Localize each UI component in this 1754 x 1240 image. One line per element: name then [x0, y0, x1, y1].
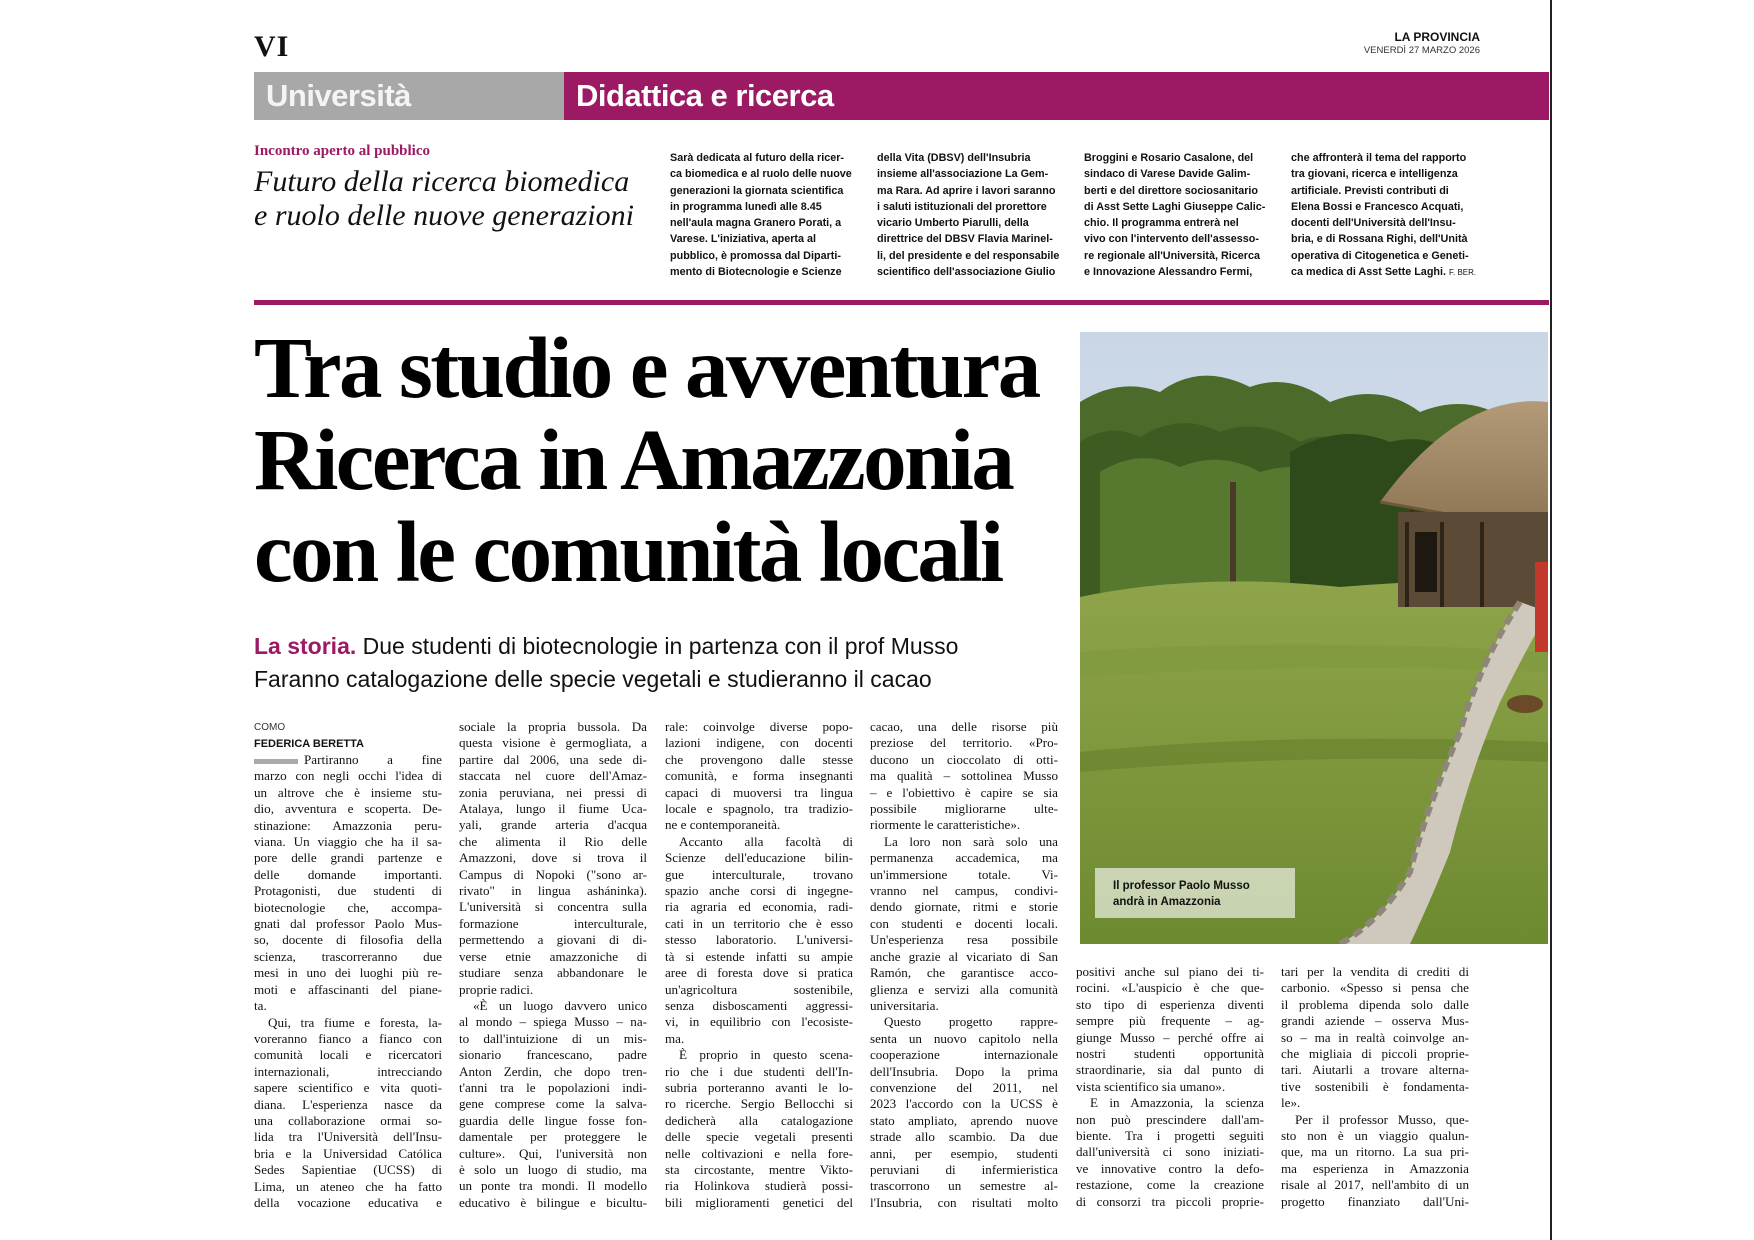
caption-line: Il professor Paolo Musso: [1113, 880, 1250, 892]
body-line: sionario francescano, padre: [459, 1047, 647, 1063]
body-line: Campus di Nopoki ("sono ar-: [459, 866, 647, 882]
body-line: carbonio. «Spesso si pensa che: [1281, 980, 1469, 996]
body-line: ne e contemporaneità.: [665, 817, 781, 833]
body-line: un altrove che è insieme stu-: [254, 784, 442, 800]
body-line: rivato" in lingua asháninka).: [459, 883, 647, 899]
body-line: bili miglioramenti genetici del: [665, 1194, 853, 1210]
body-line: staccata nel cuore dell'Amaz-: [459, 768, 647, 784]
brief-line: Varese. L'iniziativa, aperta al: [670, 233, 817, 246]
brief-line: ca biomedica e al ruolo delle nuove: [670, 168, 852, 181]
body-line: damentale per proteggere le: [459, 1129, 647, 1145]
article-headline: [254, 319, 1084, 600]
body-line: ria Holinkova studierà possi-: [665, 1178, 853, 1194]
article-subhead: [254, 630, 1084, 696]
brief-line: in programma lunedì alle 8.45: [670, 200, 822, 213]
body-line: comunità locali e ricercatori: [254, 1047, 442, 1063]
body-line: strade allo scambio. Da due: [870, 1129, 1058, 1145]
body-line: Lima, un ateneo che ha fatto: [254, 1178, 442, 1194]
masthead: [1300, 30, 1480, 56]
body-line: rocini. «L'auspicio è che que-: [1076, 980, 1264, 996]
body-line: progetto finanziato dall'Uni-: [1281, 1193, 1469, 1209]
body-line: tari. Aiutarli a trovare alterna-: [1281, 1062, 1469, 1078]
body-line: dendo giornate, ritmi e storie: [870, 899, 1058, 915]
body-line: delle specie vegetali presenti: [665, 1129, 853, 1145]
body-line: vranno nel campus, condivi-: [870, 883, 1058, 899]
article-column-6: [1281, 964, 1469, 1210]
brief-kicker: Incontro aperto al pubblico: [254, 143, 430, 159]
body-line: senza disboscamenti aggressi-: [665, 997, 853, 1013]
body-line: lazioni indigene, con docenti: [665, 735, 853, 751]
body-line: yali, grande arteria d'acqua: [459, 817, 647, 833]
body-line: guardia delle lingue fosse fon-: [459, 1112, 647, 1128]
article-dateline: COMO: [254, 722, 286, 733]
body-line: Accanto alla facoltà di: [679, 833, 853, 849]
body-line: verse etnie amazzoniche di: [459, 948, 647, 964]
body-line: peruviani di infermieristica: [870, 1161, 1058, 1177]
brief-line: docenti dell'Università dell'Insu-: [1291, 217, 1456, 230]
body-line: E in Amazzonia, la scienza: [1090, 1095, 1264, 1111]
body-line: comunità, e forma insegnanti: [665, 768, 853, 784]
body-line: È proprio in questo scena-: [679, 1047, 853, 1063]
body-line: ve innovative contro la defo-: [1076, 1160, 1264, 1176]
body-line: t'anni tra le popolazioni indi-: [459, 1079, 647, 1095]
body-line: ducono un cioccolato di otti-: [870, 751, 1058, 767]
publication-name: LA PROVINCIA: [1394, 30, 1480, 44]
section-primary-label: Università: [266, 78, 411, 113]
article-column-1: [254, 752, 442, 1211]
body-line: Ramón, che garantisce acco-: [870, 965, 1058, 981]
body-line: universitaria.: [870, 997, 939, 1013]
body-line: [254, 752, 442, 768]
body-line: delle domande importanti.: [254, 866, 442, 882]
body-line: stinazione: Amazzonia peru-: [254, 817, 442, 833]
body-line: Protagonisti, due studenti di: [254, 883, 442, 899]
body-line: internazionali, intrecciando: [254, 1063, 442, 1079]
body-line: bria e la Universidad Católica: [254, 1145, 442, 1161]
body-line: stesso laboratorio. L'universi-: [665, 932, 853, 948]
body-line: Sedes Sapientiae (UCSS) di: [254, 1162, 442, 1178]
body-line: formazione interculturale,: [459, 915, 647, 931]
headline-line: Tra studio e avventura: [254, 319, 1039, 416]
article-column-3: [665, 719, 853, 1211]
body-line: tà si estende infatti su ampie: [665, 948, 853, 964]
brief-line: della Vita (DBSV) dell'Insubria: [877, 152, 1031, 164]
brief-line: generazioni la giornata scientifica: [670, 184, 844, 197]
body-line: nelle coltivazioni e nella fore-: [665, 1145, 853, 1161]
body-line: questa visione è germogliata, a: [459, 735, 647, 751]
body-line: gue interculturale, trovano: [665, 866, 853, 882]
body-line: ro ricerche. Sergio Bellocchi si: [665, 1096, 853, 1112]
body-line: viana. Un viaggio che ha il sa-: [254, 834, 442, 850]
body-line: ma.: [665, 1030, 685, 1046]
body-line: convenzione del 2011, nel: [870, 1079, 1058, 1095]
body-line: un'immersione totale. Vi-: [870, 866, 1058, 882]
body-line: dio, avventura e scoperta. De-: [254, 801, 442, 817]
body-line: Questo progetto rappre-: [884, 1014, 1058, 1030]
body-line: diana. L'esperienza nasce da: [254, 1096, 442, 1112]
body-line: Un'esperienza resa possibile: [870, 932, 1058, 948]
brief-column-3: [1084, 150, 1280, 280]
body-line: proprie radici.: [459, 981, 534, 997]
brief-author-initials: F. BER.: [1449, 268, 1477, 278]
body-line: riormente le caratteristiche».: [870, 817, 1021, 833]
body-line: l'Insubria, con risultati molto: [870, 1194, 1058, 1210]
photo-caption: [1095, 868, 1295, 918]
brief-title-line: e ruolo delle nuove generazioni: [254, 199, 634, 232]
issue-date: VENERDÌ 27 MARZO 2026: [1363, 45, 1480, 56]
body-line: mesi in uno dei luoghi più re-: [254, 965, 442, 981]
body-line: sta circostante, mentre Vikto-: [665, 1161, 853, 1177]
brief-line: chio. Il programma entrerà nel: [1084, 217, 1239, 230]
body-line: studiare senza abbandonare le: [459, 965, 647, 981]
brief-line: vicario Umberto Piarulli, della: [877, 217, 1029, 230]
subhead-line: [254, 630, 1084, 663]
body-line: positivi anche sul piano dei ti-: [1076, 964, 1264, 979]
body-line: Scienze dell'educazione bilin-: [665, 850, 853, 866]
body-line: sto tipo di esperienza diventi: [1076, 996, 1264, 1012]
brief-line: tra giovani, ricerca e intelligenza: [1291, 168, 1458, 181]
body-line: culture». Qui, l'università non: [459, 1145, 647, 1161]
body-line: che alimenta il Rio delle: [459, 833, 647, 849]
body-line: – e l'obiettivo è capire se sia: [870, 784, 1058, 800]
brief-line: sindaco di Varese Davide Galim-: [1084, 168, 1251, 181]
body-line: moti e affascinanti del piane-: [254, 981, 442, 997]
body-line: pore delle grandi partenze e: [254, 850, 442, 866]
body-line: voreranno fianco a fianco con: [254, 1030, 442, 1046]
body-line: lida tra l'Università dell'Insu-: [254, 1129, 442, 1145]
body-line: cacao, una delle risorse più: [870, 719, 1058, 734]
body-line: L'università si concentra sulla: [459, 899, 647, 915]
body-line: cati in un territorio che è esso: [665, 915, 853, 931]
brief-line: li, del presidente e del responsabile: [877, 249, 1060, 262]
brief-line: di Asst Sette Laghi Giuseppe Calic-: [1084, 200, 1266, 213]
body-line: scienza, trascorreranno due: [254, 948, 442, 964]
body-line: sociale la propria bussola. Da: [459, 719, 647, 734]
body-line: le».: [1281, 1095, 1301, 1111]
body-line: dall'università ci sono iniziati-: [1076, 1144, 1264, 1160]
body-line: marzo con negli occhi l'idea di: [254, 768, 442, 784]
body-line: preziose del territorio. «Pro-: [870, 735, 1058, 751]
body-line: biente. Tra i progetti seguiti: [1076, 1128, 1264, 1144]
body-line: una collaborazione ormai so-: [254, 1112, 442, 1128]
brief-line: ma Rara. Ad aprire i lavori saranno: [877, 184, 1056, 197]
brief-line: re regionale all'Università, Ricerca: [1084, 249, 1261, 262]
body-line: ma esperienza in Amazzonia: [1281, 1160, 1469, 1176]
body-line: un ponte tra mondi. Il modello: [459, 1178, 647, 1194]
brief-line: mento di Biotecnologie e Scienze: [670, 266, 842, 279]
body-line: risale al 2017, nell'ambito di un: [1281, 1177, 1469, 1193]
body-line: grandi aziende – osserva Mus-: [1281, 1013, 1469, 1029]
section-divider: [254, 300, 1549, 305]
body-line: sempre più frequente – ag-: [1076, 1013, 1264, 1029]
article-column-4: [870, 719, 1058, 1211]
brief-line: bria, e di Rossana Righi, dell'Unità: [1291, 233, 1468, 246]
brief-line: nell'aula magna Granero Porati, a: [670, 217, 842, 230]
article-photo: [1080, 332, 1548, 944]
body-line: con studenti e docenti locali.: [870, 915, 1058, 931]
article-column-5: [1076, 964, 1264, 1210]
body-line: vista scientifico sia umano».: [1076, 1078, 1226, 1094]
brief-line: operativa di Citogenetica e Geneti-: [1291, 249, 1469, 262]
brief-column-2: [877, 150, 1073, 280]
subhead-text: Due studenti di biotecnologie in partenza con il prof Musso: [362, 633, 959, 659]
subhead-line: Faranno catalogazione delle specie vegetali e studieranno il cacao: [254, 666, 932, 692]
brief-line: Sarà dedicata al futuro della ricer-: [670, 152, 845, 164]
brief-line: Broggini e Rosario Casalone, del: [1084, 152, 1254, 164]
body-text: Partiranno a fine: [304, 752, 442, 767]
brief-line: Elena Bossi e Francesco Acquati,: [1291, 200, 1464, 213]
article-column-2: [459, 719, 647, 1211]
body-line: subria porteranno avanti le lo-: [665, 1079, 853, 1095]
body-line: possibile migliorarne ulte-: [870, 801, 1058, 817]
brief-line: vivo con l'intervento dell'assesso-: [1084, 233, 1259, 246]
body-line: sapere scientifico e vita quoti-: [254, 1080, 442, 1096]
body-line: La loro non sarà solo una: [884, 833, 1058, 849]
brief-line: insieme all'associazione La Gem-: [877, 168, 1049, 181]
body-line: che migliaia di piccoli proprie-: [1281, 1046, 1469, 1062]
body-line: so, docente di filosofia della: [254, 932, 442, 948]
body-line: sto non è un viaggio qualun-: [1281, 1128, 1469, 1144]
body-line: giunge Musso – perché offre ai: [1076, 1029, 1264, 1045]
body-line: senta un nuovo capitolo nella: [870, 1030, 1058, 1046]
body-line: che provengono dalle stesse: [665, 751, 853, 767]
body-line: trascorrono un semestre al-: [870, 1178, 1058, 1194]
body-line: nostri studenti opportunità: [1076, 1046, 1264, 1062]
body-line: ria agraria ed economia, radi-: [665, 899, 853, 915]
body-line: straordinarie, sia dal punto di: [1076, 1062, 1264, 1078]
brief-title-line: Futuro della ricerca biomedica: [254, 165, 630, 198]
body-line: dell'Insubria. Dopo la prima: [870, 1063, 1058, 1079]
body-line: ta.: [254, 998, 267, 1014]
body-line: Anton Zerdin, che dopo tren-: [459, 1063, 647, 1079]
brief-line: artificiale. Previsti contributi di: [1291, 184, 1449, 197]
body-line: gnati dal professor Paolo Mus-: [254, 916, 442, 932]
body-line: cooperazione internazionale: [870, 1047, 1058, 1063]
body-line: educativo è bilingue e bicultu-: [459, 1194, 647, 1210]
brief-line: berti e del direttore sociosanitario: [1084, 184, 1258, 197]
body-line: restazione, come la creazione: [1076, 1177, 1264, 1193]
section-bar: [254, 72, 1549, 120]
body-line: tari per la vendita di crediti di: [1281, 964, 1469, 979]
body-line: di consorzi tra piccoli proprie-: [1076, 1193, 1264, 1209]
body-line: non può prescindere dall'am-: [1076, 1111, 1264, 1127]
body-line: Per il professor Musso, que-: [1295, 1111, 1469, 1127]
brief-line: scientifico dell'associazione Giulio: [877, 266, 1056, 279]
page-number: VI: [254, 30, 290, 63]
brief-line: ca medica di Asst Sette Laghi.: [1291, 266, 1447, 279]
body-line: al mondo – spiega Musso – na-: [459, 1014, 647, 1030]
body-line: rale: coinvolge diverse popo-: [665, 719, 853, 734]
brief-line: che affronterà il tema del rapporto: [1291, 152, 1467, 164]
body-line: stato ampliato, aprendo nuove: [870, 1112, 1058, 1128]
body-line: so – ma in realtà coinvolge an-: [1281, 1029, 1469, 1045]
headline-line: Ricerca in Amazzonia: [254, 411, 1013, 508]
brief-column-4: [1291, 150, 1487, 281]
lead-marker: [254, 759, 298, 764]
body-line: un'agricoltura sostenibile,: [665, 981, 853, 997]
brief-line: pubblico, è promossa dal Diparti-: [670, 249, 841, 262]
body-line: vi, in equilibrio con l'ecosiste-: [665, 1014, 853, 1030]
subhead-kicker: La storia.: [254, 633, 357, 659]
body-line: to dall'intuizione di un mis-: [459, 1030, 647, 1046]
body-line: glienza e servizi alla comunità: [870, 981, 1058, 997]
brief-line: direttrice del DBSV Flavia Marinel-: [877, 233, 1053, 246]
body-line: permanenza accademica, ma: [870, 850, 1058, 866]
brief-last-line: [1291, 264, 1487, 281]
caption-line: andrà in Amazzonia: [1113, 896, 1221, 908]
brief-column-1: [670, 150, 866, 280]
page-edge-rule: [1550, 0, 1552, 1240]
body-line: anni, per esempio, studenti: [870, 1145, 1058, 1161]
article-byline: FEDERICA BERETTA: [254, 738, 364, 750]
body-line: della vocazione educativa e: [254, 1194, 442, 1210]
body-line: aree di foresta dove si pratica: [665, 965, 853, 981]
body-line: Atalaya, lungo il fiume Uca-: [459, 801, 647, 817]
body-line: dedicherà alla catalogazione: [665, 1112, 853, 1128]
body-line: spazio anche corsi di ingegne-: [665, 883, 853, 899]
body-line: zonia peruviana, nei pressi di: [459, 784, 647, 800]
brief-title: [254, 165, 654, 233]
body-line: anche grazie al vicariato di San: [870, 948, 1058, 964]
body-line: tive sostenibili è fondamenta-: [1281, 1078, 1469, 1094]
body-line: Qui, tra fiume e foresta, la-: [268, 1014, 442, 1030]
headline-line: con le comunità locali: [254, 503, 1002, 600]
brief-line: i saluti istituzionali del prorettore: [877, 200, 1047, 213]
body-line: capaci di muoversi tra lingua: [665, 784, 853, 800]
body-line: biotecnologie che, accompa-: [254, 899, 442, 915]
body-line: permettendo a giovani di di-: [459, 932, 647, 948]
brief-line: e Innovazione Alessandro Fermi,: [1084, 266, 1253, 279]
amazon-campus-photo: [1080, 332, 1548, 944]
body-line: rio che i due studenti dell'In-: [665, 1063, 853, 1079]
body-line: que, ma un ritorno. La sua pri-: [1281, 1144, 1469, 1160]
body-line: Amazzoni, dove si trova il: [459, 850, 647, 866]
body-line: «È un luogo davvero unico: [473, 997, 647, 1013]
section-secondary-label: Didattica e ricerca: [576, 78, 834, 113]
body-line: è solo un luogo di studio, ma: [459, 1161, 647, 1177]
body-line: gene comprese come la salva-: [459, 1096, 647, 1112]
body-line: 2023 l'accordo con la UCSS è: [870, 1096, 1058, 1112]
body-line: ma qualità – sottolinea Musso: [870, 768, 1058, 784]
body-line: partire dal 2006, una sede di-: [459, 751, 647, 767]
body-line: locale e spagnolo, tra tradizio-: [665, 801, 853, 817]
body-line: il problema dipenda solo dalle: [1281, 996, 1469, 1012]
